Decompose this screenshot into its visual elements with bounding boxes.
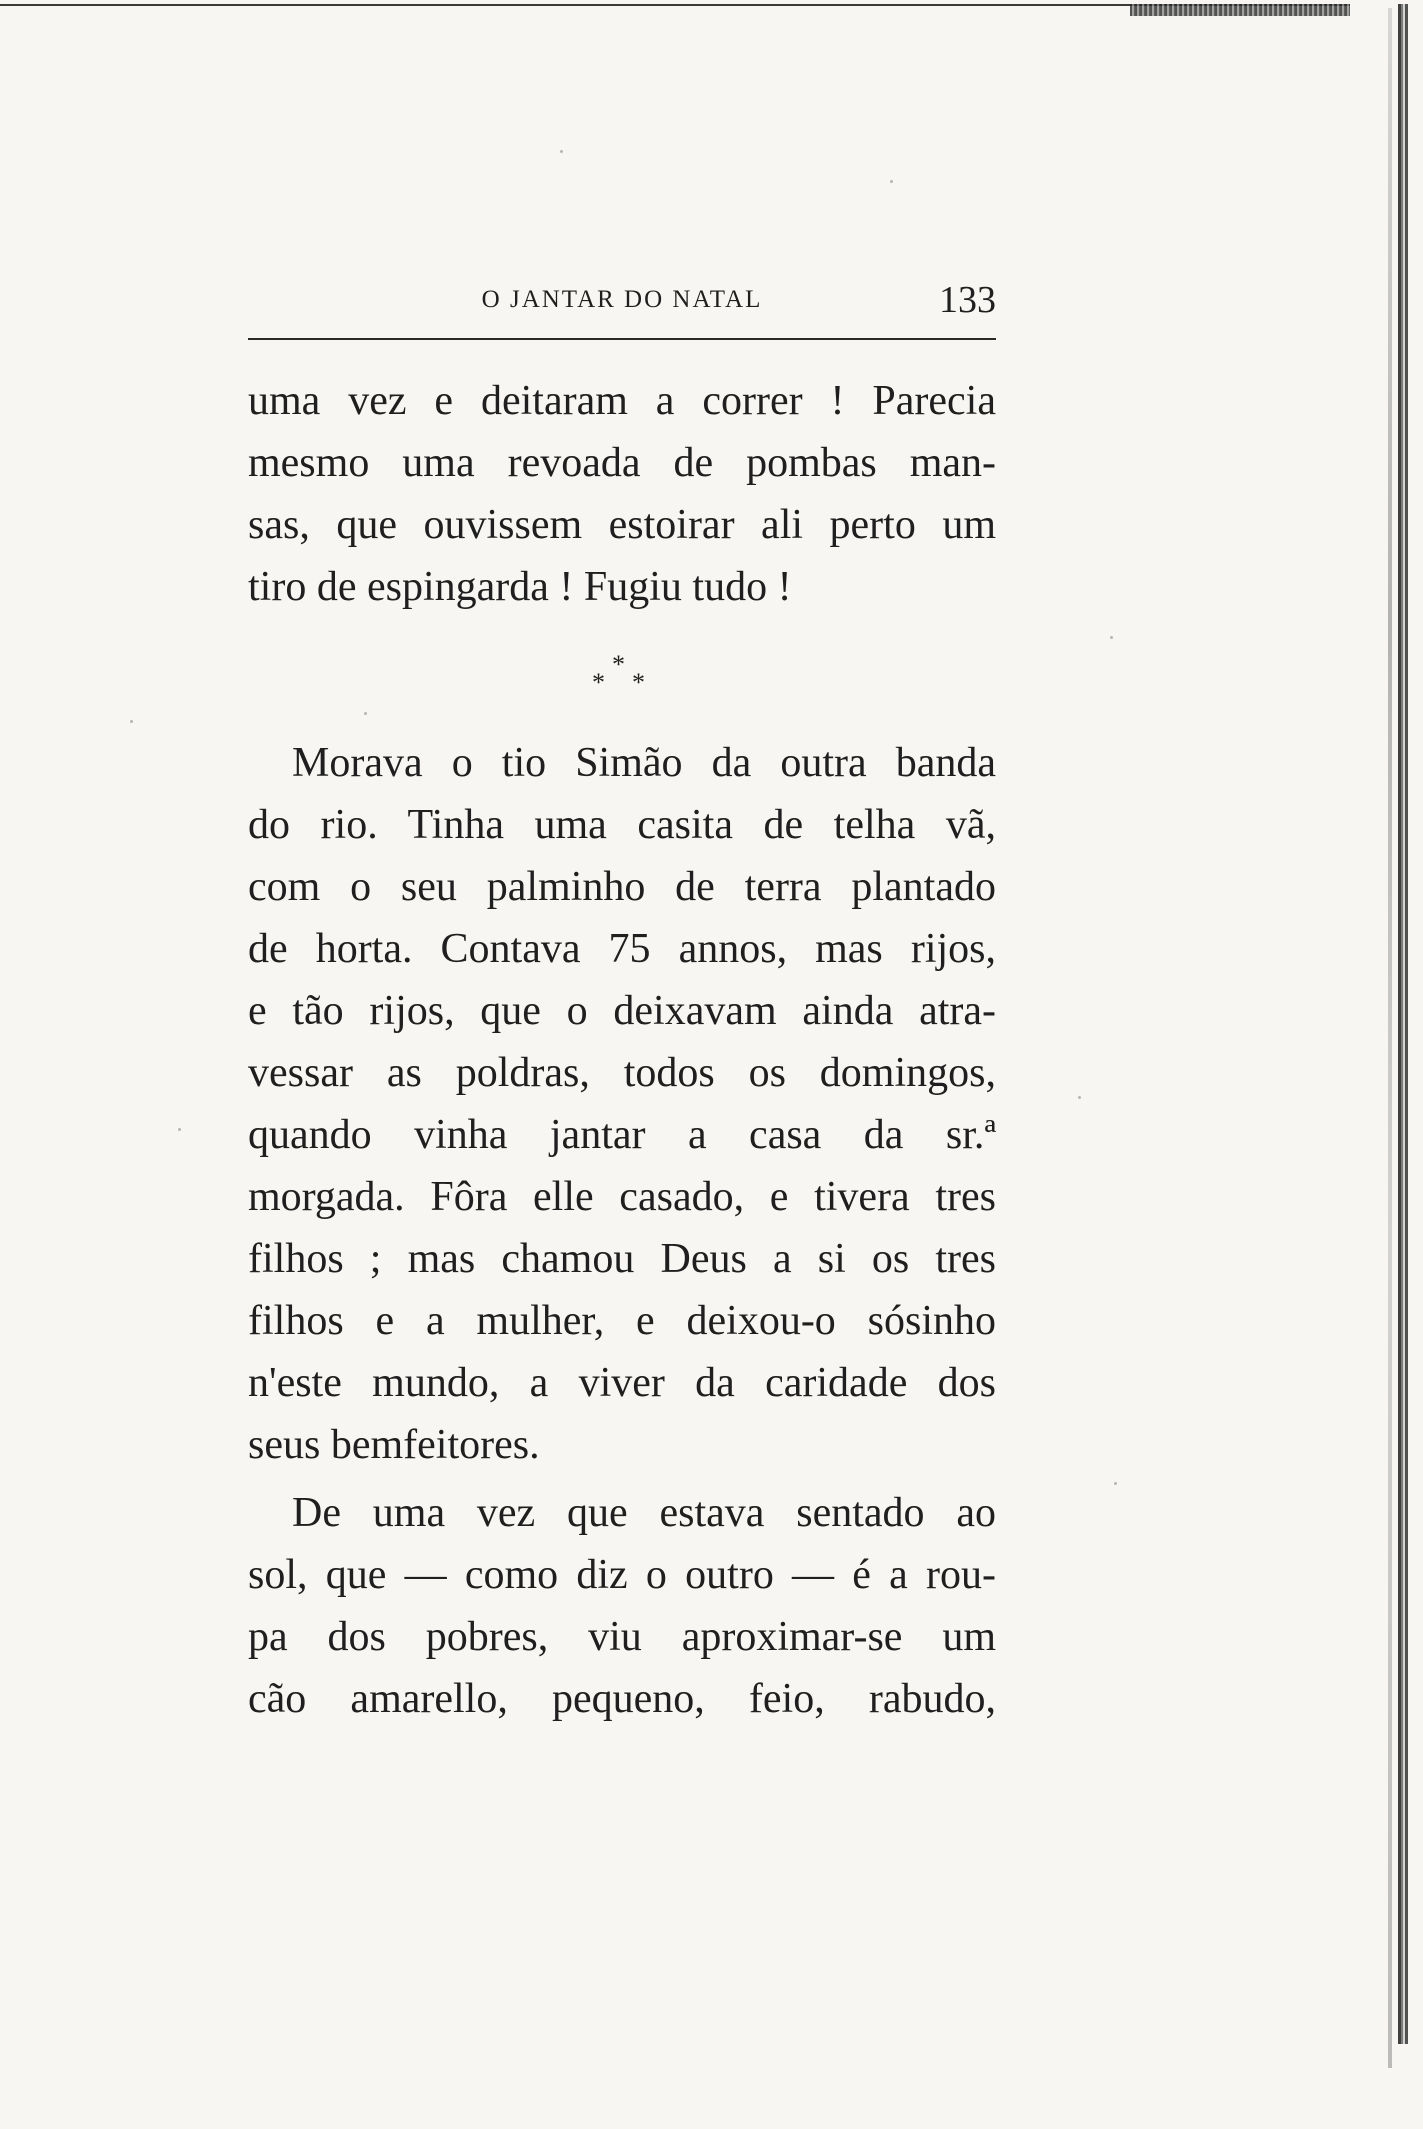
scan-speck [560,150,563,153]
scan-speck [1114,1482,1117,1485]
scan-spine-shadow [1388,8,1392,2068]
text-line: De uma vez que estava sentado ao [292,1490,996,1536]
header-rule [248,338,996,340]
text-line: com o seu palminho de terra plantado [248,864,996,910]
asterism-star: * [612,650,625,679]
paragraph-tio-simao [248,732,996,1476]
text-line: cão amarello, pequeno, feio, rabudo, [248,1676,996,1722]
text-line: seus bemfeitores. [248,1422,540,1468]
text-line: filhos e a mulher, e deixou-o sósinho [248,1298,996,1344]
scan-speck [130,720,133,723]
scan-speck [890,180,893,183]
text-line: filhos ; mas chamou Deus a si os tres [248,1236,996,1282]
text-line: Morava o tio Simão da outra banda [292,740,996,786]
asterism-separator [584,652,654,702]
text-line: sol, que — como diz o outro — é a rou- [248,1552,996,1598]
scan-speck [364,712,367,715]
paragraph-continued [248,370,996,618]
text-line: vessar as poldras, todos os domingos, [248,1050,996,1096]
text-line: mesmo uma revoada de pombas man- [248,440,996,486]
text-line: pa dos pobres, viu aproximar-se um [248,1614,996,1660]
scan-edge-noise [1130,4,1350,16]
text-line: de horta. Contava 75 annos, mas rijos, [248,926,996,972]
scan-speck [178,1128,181,1131]
text-line: morgada. Fôra elle casado, e tivera tres [248,1174,996,1220]
page-number: 133 [939,279,996,321]
text-line: sas, que ouvissem estoirar ali perto um [248,502,996,548]
text-line: do rio. Tinha uma casita de telha vã, [248,802,996,848]
scan-speck [1110,636,1113,639]
running-title: O JANTAR DO NATAL [481,286,763,313]
asterism-star: * [592,668,605,697]
running-head [248,276,996,328]
scan-speck [1078,1096,1081,1099]
asterism-star: * [632,668,645,697]
text-line: tiro de espingarda ! Fugiu tudo ! [248,564,792,610]
text-line: uma vez e deitaram a correr ! Parecia [248,378,996,424]
paragraph-de-uma-vez [248,1482,996,1730]
scan-spine-edge [1398,4,1408,2044]
text-line: quando vinha jantar a casa da sr.ª [248,1112,996,1158]
text-line: n'este mundo, a viver da caridade dos [248,1360,996,1406]
text-line: e tão rijos, que o deixavam ainda atra- [248,988,996,1034]
